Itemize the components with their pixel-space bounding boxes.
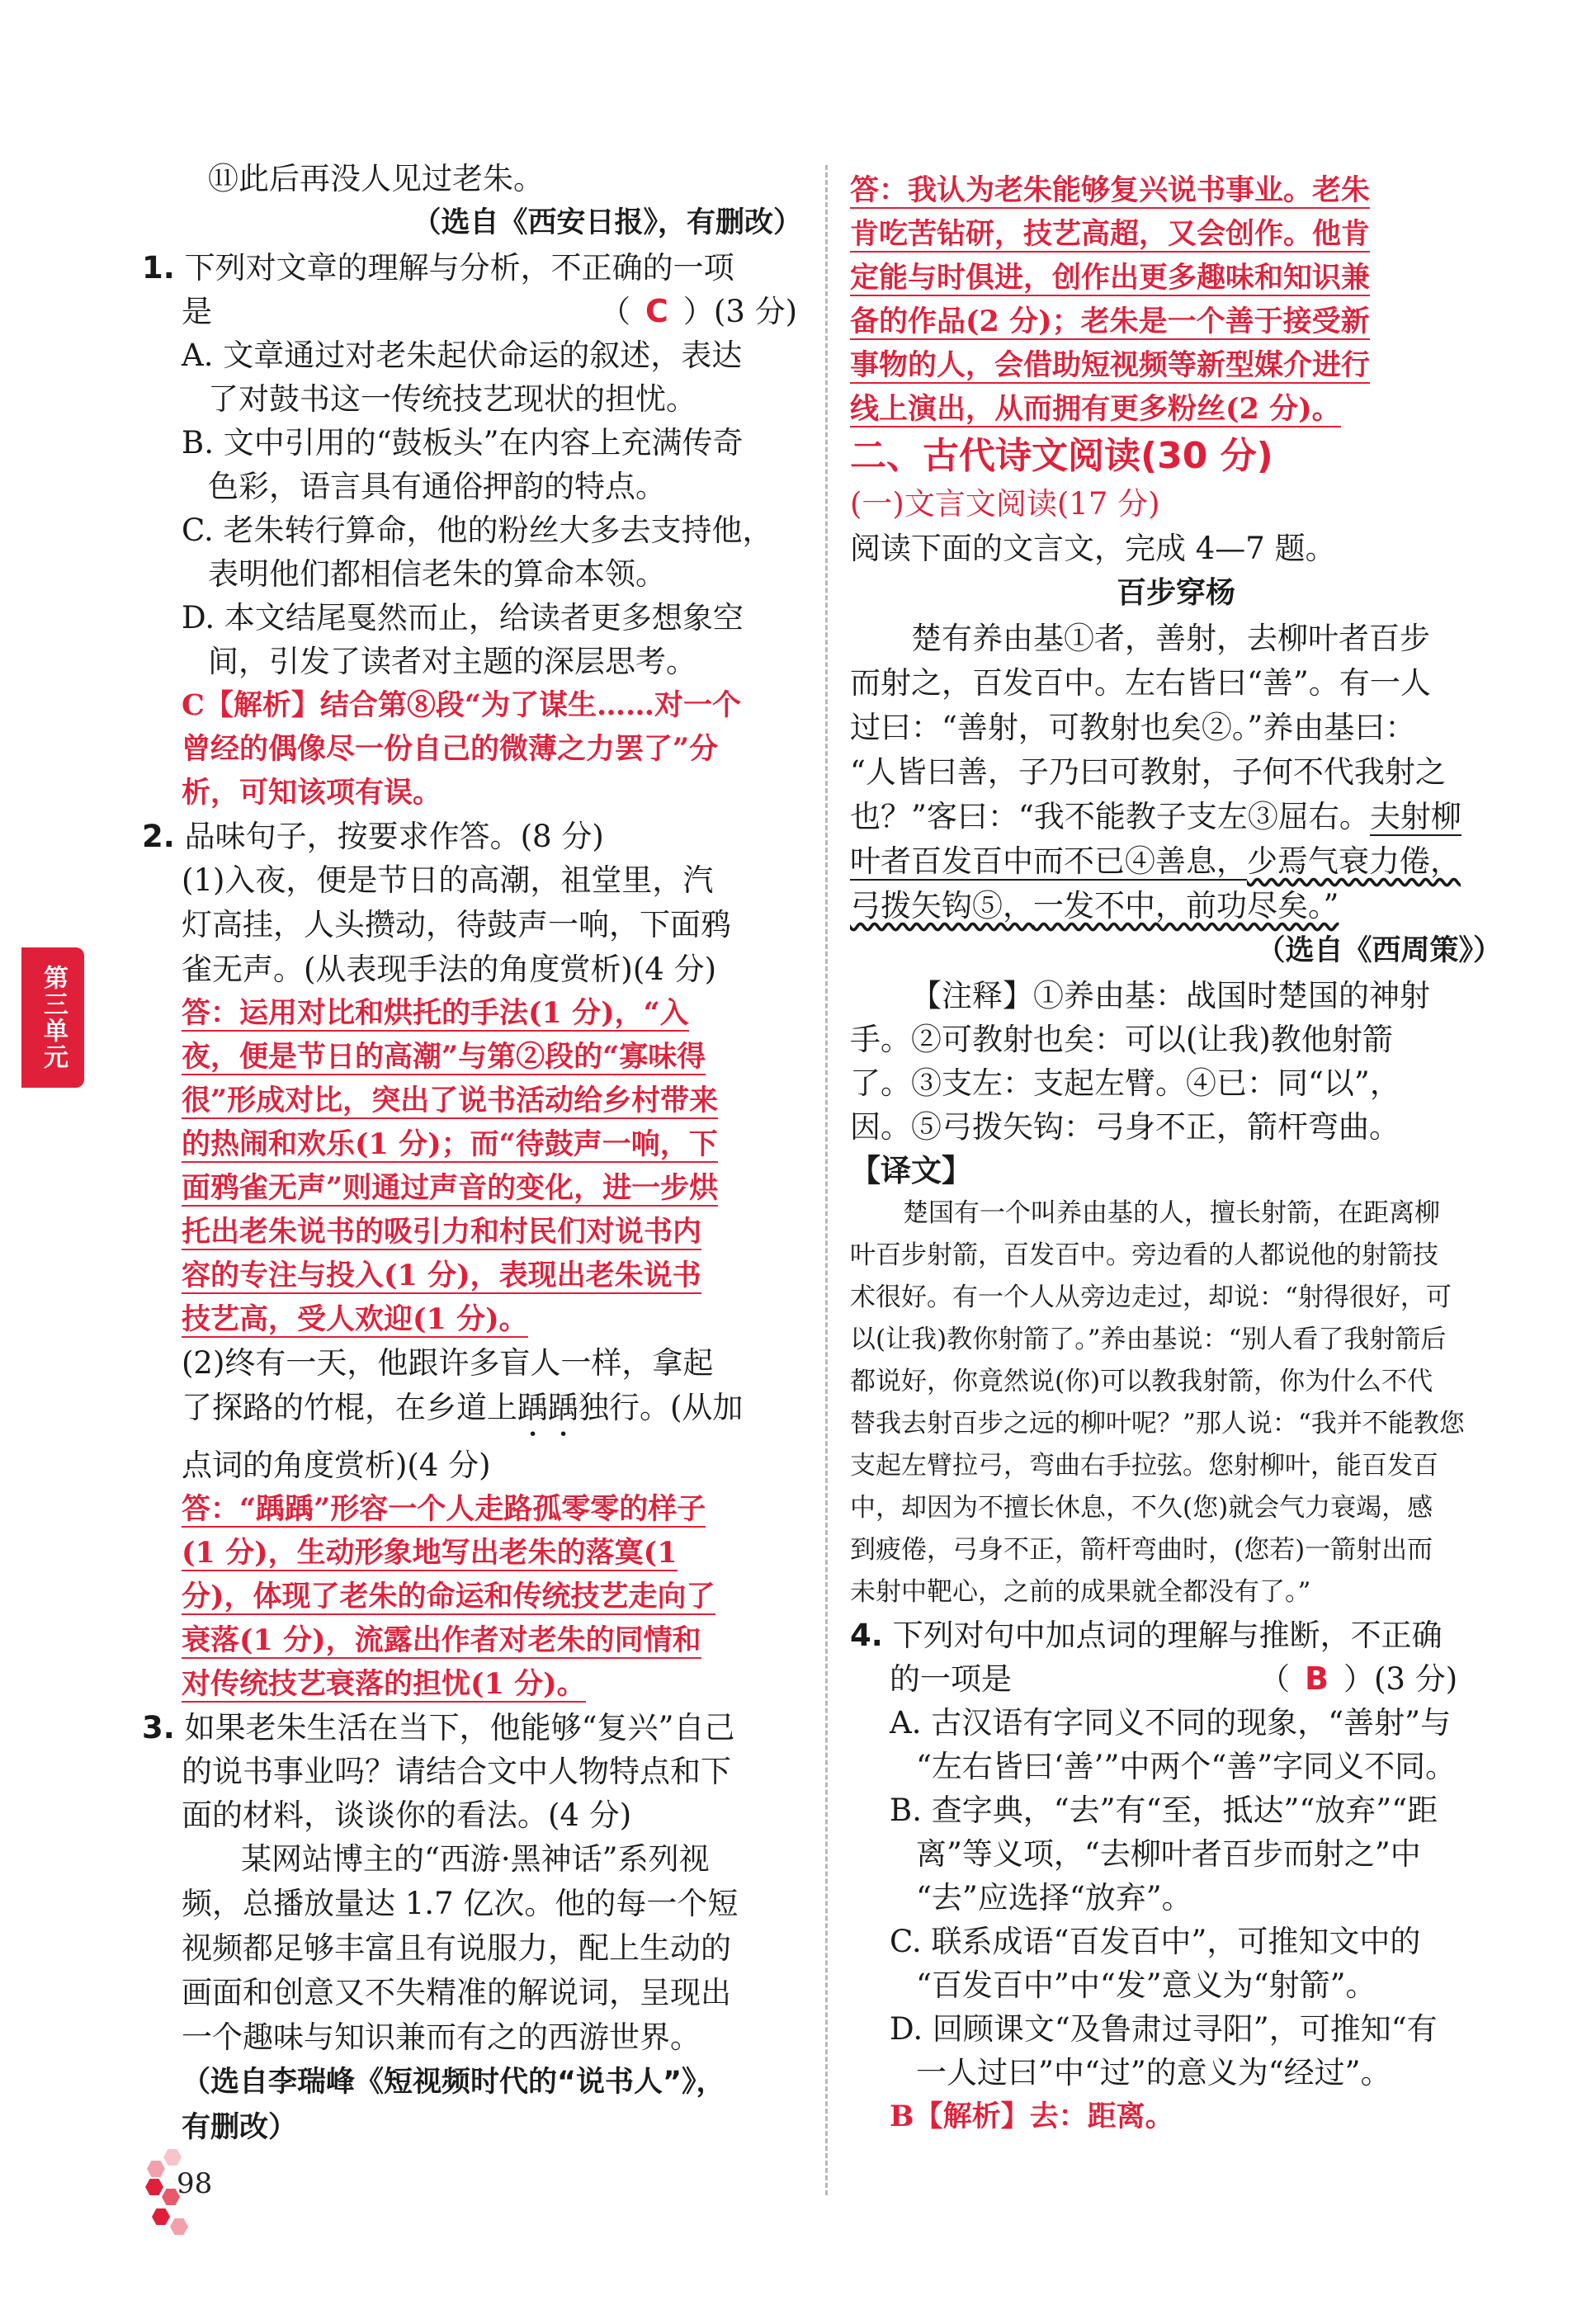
option-b-cont: 离”等义项，“去柳叶者百步而射之”中 [916,1836,1421,1872]
sub-question-1: 灯高挂，人头攒动，待鼓声一响，下面鸦 [182,907,731,942]
source-citation: （选自《西周策》） [1256,934,1502,967]
question-text: 品味句子，按要求作答。(8 分) [184,819,604,854]
passage-line: 过曰：“善射，可教射也矣②。”养由基曰： [850,710,1416,745]
passage-line: 弓拨矢钩⑤，一发不中，前功尽矣。” [850,888,1339,923]
column-divider [825,165,828,2195]
question-4 [850,1613,1502,2138]
left-column [142,157,802,2151]
answer-bracket: （ [1259,1661,1290,1697]
option-d: D. 回顾课文“及鲁肃过寻阳”，可推知“有 [890,2011,1438,2047]
section-heading: 二、古代诗文阅读(30 分) [850,435,1273,477]
option-b: B. 查字典，“去”有“至，抵达”“放弃”“距 [890,1793,1438,1828]
option-a-cont: “左右皆曰‘善’”中两个“善”字同义不同。 [916,1749,1457,1784]
translation-line: 中，却因为不擅长休息，不久(您)就会气力衰竭，感 [850,1493,1433,1523]
score: ）(3 分) [682,294,798,329]
passage-line: 楚有养由基①者，善射，去柳叶者百步 [911,621,1430,656]
score: ）(3 分) [1343,1661,1458,1697]
answer-letter: B [1305,1660,1329,1697]
option-a-cont: 了对鼓书这一传统技艺现状的担忧。 [208,381,696,417]
explanation: C【解析】结合第⑧段“为了谋生……对一个 [182,688,741,722]
answer-line: 衰落(1 分)，流露出作者对老朱的同情和 [182,1623,701,1657]
question-number: 3. [142,1710,175,1745]
translation-line: 叶百步射箭，百发百中。旁边看的人都说他的射箭技 [850,1240,1438,1270]
right-column [850,168,1502,2138]
material: 画面和创意又不失精准的解说词，呈现出 [182,1975,731,2010]
material: 视频都足够丰富且有说服力，配上生动的 [182,1930,731,1966]
passage-line: 也？”客曰：“我不能教子支左③屈右。夫射柳 [850,799,1461,834]
material: 频，总播放量达 1.7 亿次。他的每一个短 [182,1886,739,1921]
passage-title: 百步穿杨 [1116,576,1235,610]
sub-question-2: 点词的角度赏析)(4 分) [182,1448,491,1483]
question-text: 是 [182,294,212,329]
answer-line: 的热闹和欢乐(1 分)；而“待鼓声一响，下 [182,1127,718,1161]
answer-line: 技艺高，受人欢迎(1 分)。 [182,1302,528,1336]
option-d-cont: 间，引发了读者对主题的深层思考。 [208,644,696,679]
question-2 [142,815,802,1706]
question-text: 下列对文章的理解与分析，不正确的一项 [184,250,734,286]
answer-line: 分)，体现了老朱的命运和传统技艺走向了 [182,1580,715,1613]
question-text: 的一项是 [890,1661,1012,1697]
option-b-cont: “去”应选择“放弃”。 [916,1880,1192,1915]
hexagon-decoration [152,2208,170,2225]
translation-line: 以(让我)教你射箭了。”养由基说：“别人看了我射箭后 [850,1325,1447,1354]
translation-line: 替我去射百步之远的柳叶呢？”那人说：“我并不能教您 [850,1409,1465,1438]
answer-letter: C [645,293,668,329]
question-text: 面的材料，谈谈你的看法。(4 分) [182,1797,632,1833]
option-b: B. 文中引用的“鼓板头”在内容上充满传奇 [182,425,744,461]
sub-question-2: (2)终有一天，他跟许多盲人一样，拿起 [182,1345,714,1381]
answer-line: 很”形成对比，突出了说书活动给乡村带来 [182,1084,719,1117]
answer-line: 答：运用对比和烘托的手法(1 分)，“入 [182,996,689,1030]
source-citation: （选自李瑞峰《短视频时代的“说书人”》， [182,2066,725,2099]
answer-line: 线上演出，从而拥有更多粉丝(2 分)。 [850,392,1341,426]
classical-passage [850,616,1502,928]
option-b-cont: 色彩，语言具有通俗押韵的特点。 [208,469,666,504]
answer-line: 面鸦雀无声”则通过声音的变化，进一步烘 [182,1171,719,1205]
option-a: A. 古汉语有字同义不同的现象，“善射”与 [890,1705,1452,1741]
question-number: 2. [142,819,175,854]
passage-line: “人皆曰善，子乃曰可教射，子何不代我射之 [850,754,1446,790]
question-number: 4. [850,1618,883,1653]
annotations [850,974,1502,1149]
note-line: 【注释】①养由基：战国时楚国的神射 [911,978,1430,1013]
option-d-cont: 一人过曰”中“过”的意义为“经过”。 [916,2055,1391,2090]
answer-line: 夜，便是节日的高潮”与第②段的“寡味得 [182,1040,706,1074]
question-1 [142,246,802,815]
translation-line: 未射中靶心，之前的成果就全都没有了。” [850,1577,1311,1607]
translation-label: 【译文】 [850,1153,972,1188]
note-line: 因。⑤弓拨矢钩：弓身不正，箭杆弯曲。 [850,1109,1400,1145]
answer-line: 容的专注与投入(1 分)，表现出老朱说书 [182,1259,701,1292]
source-citation: 有删改） [182,2111,298,2144]
translation-line: 楚国有一个叫养由基的人，擅长射箭，在距离柳 [903,1198,1440,1228]
dotted-word: 踽踽 [517,1390,578,1425]
translation-line: 支起左臂拉弓，弯曲右手拉弦。您射柳叶，能百发百 [850,1451,1438,1481]
option-c: C. 老朱转行算命，他的粉丝大多去支持他， [182,513,773,548]
question-3 [142,1706,802,2151]
answer-line: 答：“踽踽”形容一个人走路孤零零的样子 [182,1492,706,1526]
answer-line: 事物的人，会借助短视频等新型媒介进行 [850,348,1371,382]
reading-intro: 阅读下面的文言文，完成 4—7 题。 [850,531,1336,566]
option-d: D. 本文结尾戛然而止，给读者更多想象空 [182,600,744,635]
option-c-cont: “百发百中”中“发”意义为“射箭”。 [916,1967,1376,2003]
subsection-heading: (一)文言文阅读(17 分) [850,486,1160,522]
translation-line: 都说好，你竟然说(你)可以教我射箭，你为什么不代 [850,1367,1433,1396]
answer-line: 托出老朱说书的吸引力和村民们对说书内 [182,1215,702,1249]
sub-question-2: 了探路的竹棍，在乡道上踽踽独行。(从加 [182,1390,744,1425]
answer-line: (1 分)，生动形象地写出老朱的落寞(1 [182,1536,678,1570]
explanation: 析，可知该项有误。 [182,776,442,810]
answer-bracket: （ [600,294,630,329]
page-number: 98 [177,2167,213,2200]
explanation: B【解析】去：距离。 [890,2100,1174,2133]
source-citation: （选自《西安日报》，有删改） [412,206,802,239]
question-text: 如果老朱生活在当下，他能够“复兴”自己 [184,1710,735,1745]
explanation: 曾经的偶像尽一份自己的微薄之力罢了”分 [182,732,719,766]
option-c-cont: 表明他们都相信老朱的算命本领。 [208,556,666,592]
passage-line: 而射之，百发百中。左右皆曰“善”。有一人 [850,665,1431,701]
option-a: A. 文章通过对老朱起伏命运的叙述，表达 [182,338,743,373]
translation [850,1193,1502,1613]
answer-line: 肯吃苦钻研，技艺高超，又会创作。他肯 [850,217,1371,251]
answer-line: 备的作品(2 分)；老朱是一个善于接受新 [850,305,1370,338]
para-11: ⑪此后再没人见过老朱。 [208,161,544,196]
unit-tab: 第三单元 [21,947,84,1088]
hexagon-decoration [170,2218,188,2235]
question-text: 的说书事业吗？请结合文中人物特点和下 [182,1754,731,1789]
sub-question-1: 雀无声。(从表现手法的角度赏析)(4 分) [182,952,717,987]
material: 一个趣味与知识兼而有之的西游世界。 [182,2019,701,2055]
answer-line: 答：我认为老朱能够复兴说书事业。老朱 [850,173,1371,207]
translation-line: 术很好。有一个人从旁边走过，却说：“射得很好，可 [850,1282,1452,1312]
note-line: 了。③支左：支起左臂。④已：同“以”， [850,1065,1400,1101]
hexagon-decoration [145,2179,163,2195]
hexagon-decoration [163,2149,182,2166]
question-number: 1. [142,250,175,286]
option-c: C. 联系成语“百发百中”，可推知文中的 [890,1924,1421,1959]
hexagon-decoration [147,2161,165,2177]
sub-question-1: (1)入夜，便是节日的高潮，祖堂里，汽 [182,862,714,898]
material: 某网站博主的“西游·黑神话”系列视 [241,1841,710,1877]
answer-line: 对传统技艺衰落的担忧(1 分)。 [182,1667,586,1701]
passage-line: 叶者百发百中而不已④善息，少焉气衰力倦， [850,843,1461,879]
question-text: 下列对句中加点词的理解与推断，不正确 [892,1618,1443,1653]
answer-line: 定能与时俱进，创作出更多趣味和知识兼 [850,261,1371,295]
translation-line: 到疲倦，弓身不正，箭杆弯曲时，(您若)一箭射出而 [850,1535,1433,1565]
note-line: 手。②可教射也矣：可以(让我)教他射箭 [850,1022,1393,1057]
